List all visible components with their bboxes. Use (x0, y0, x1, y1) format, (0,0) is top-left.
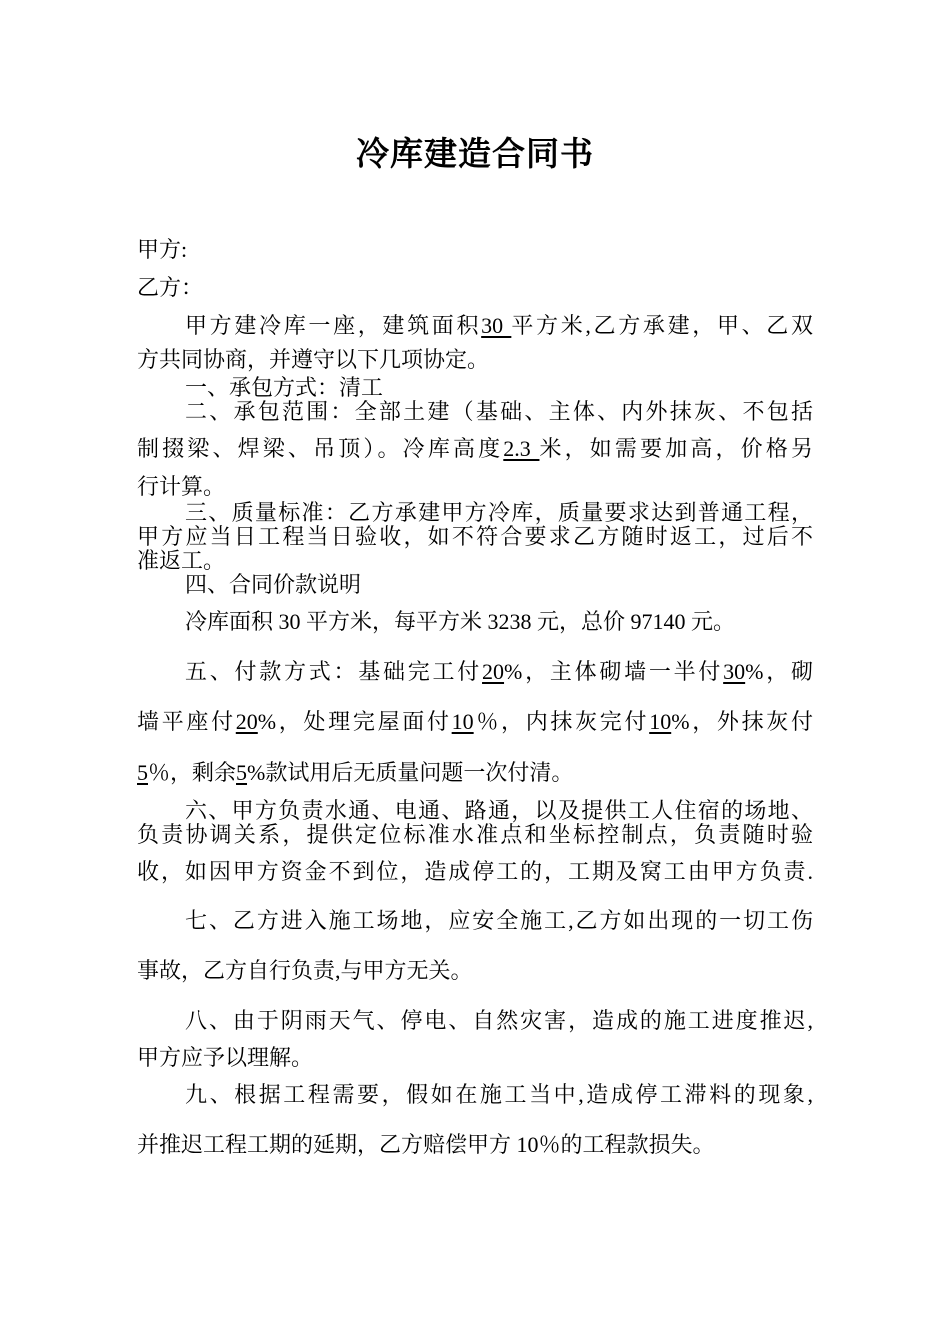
clause-6-line-3: 收，如因甲方资金不到位，造成停工的，工期及窝工由甲方负责. (137, 859, 813, 884)
clause-7-line-1: 七、乙方进入施工场地，应安全施工,乙方如出现的一切工伤 (185, 908, 813, 933)
clause-2-line-2: 制掇梁、焊梁、吊顶）。冷库高度2.3 米，如需要加高，价格另 (137, 436, 813, 461)
clause-9-line-2: 并推迟工程工期的延期，乙方赔偿甲方 10％的工程款损失。 (137, 1132, 715, 1157)
clause-3-line-2: 甲方应当日工程当日验收，如不符合要求乙方随时返工，过后不 (137, 524, 813, 549)
document-title: 冷库建造合同书 (356, 134, 594, 173)
clause-4-heading: 四、合同价款说明 (185, 572, 362, 597)
clause-3-line-1: 三、质量标准：乙方承建甲方冷库，质量要求达到普通工程， (185, 500, 813, 525)
clause-5-line-2: 墙平座付20%，处理完屋面付10％，内抹灰完付10%，外抹灰付 (137, 709, 813, 734)
clause-5-line-1: 五、付款方式：基础完工付20%，主体砌墙一半付30%，砌 (185, 659, 813, 684)
clause-3-line-3: 准返工。 (137, 548, 226, 573)
clause-8-line-2: 甲方应予以理解。 (137, 1045, 314, 1070)
clause-1: 一、承包方式：清工 (185, 375, 384, 400)
clause-2-line-3: 行计算。 (137, 474, 226, 499)
clause-7-line-2: 事故，乙方自行负责,与甲方无关。 (137, 958, 473, 983)
clause-4-detail: 冷库面积 30 平方米，每平方米 3238 元，总价 97140 元。 (185, 609, 736, 634)
clause-6-line-1: 六、甲方负责水通、电通、路通，以及提供工人住宿的场地、 (185, 798, 813, 823)
party-a-label: 甲方: (137, 237, 188, 262)
clause-9-line-1: 九、根据工程需要，假如在施工当中,造成停工滞料的现象, (185, 1082, 813, 1107)
clause-2-line-1: 二、承包范围：全部土建（基础、主体、内外抹灰、不包括 (185, 399, 813, 424)
clause-5-line-3: 5％，剩余5%款试用后无质量问题一次付清。 (137, 760, 574, 785)
intro-line-2: 方共同协商，并遵守以下几项协定。 (137, 347, 490, 372)
intro-line-1: 甲方建冷库一座，建筑面积30 平方米,乙方承建，甲、乙双 (185, 313, 813, 338)
area-value: 30 (481, 313, 512, 338)
height-value: 2.3 (503, 436, 540, 461)
clause-6-line-2: 负责协调关系，提供定位标准水准点和坐标控制点，负责随时验 (137, 822, 813, 847)
party-b-label: 乙方： (137, 275, 204, 300)
clause-8-line-1: 八、由于阴雨天气、停电、自然灾害，造成的施工进度推迟, (185, 1008, 813, 1033)
